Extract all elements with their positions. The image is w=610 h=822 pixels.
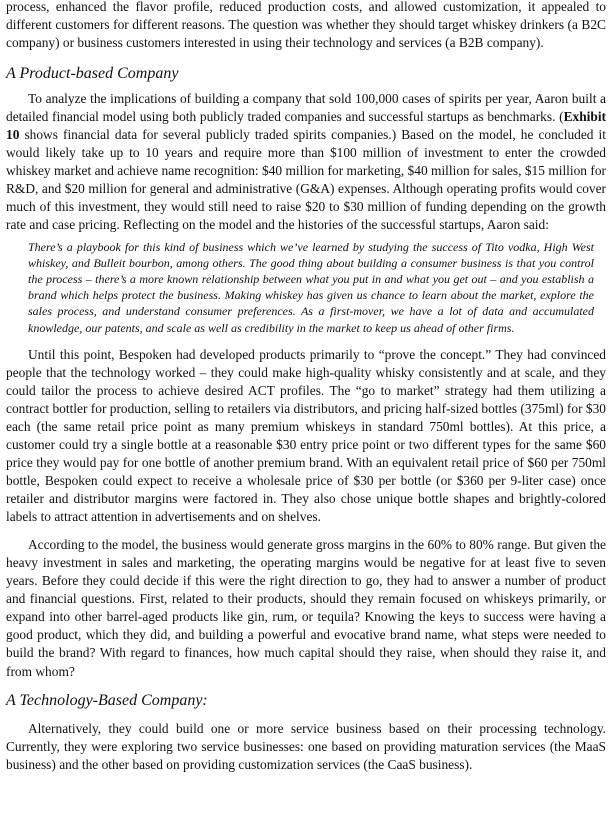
margins-paragraph: According to the model, the business would generate gross margins in the 60% to 80% range. But given the heavy investment in sales and marketing, the operating margins would be negative for at least five to seven years. Before they could decide if this were the right direction to go, they had to answer a number of product and financial questions. First, related to their products, should they remain focused on whiskeys primarily, or expand into other barrel-aged products like gin, rum, or tequila? Knowing the keys to success were having a good product, which they did, and building a powerful and evocative brand name, what steps were needed to build the brand? With regard to finances, how much capital should they raise, when should they raise it, and from whom? xyxy=(6,537,606,679)
go-to-market-paragraph: Until this point, Bespoken had developed products primarily to “prove the concept.” They had convinced people that the technology worked – they could make high-quality whisky consistently and at scale, and they could tailor the process to achieve desired ACT profiles. The “go to market” strategy had them utilizing a contract bottler for production, selling to retailers via distributors, and pricing half-sized bottles (375ml) for $30 each (the same retail price point as many premium whiskeys in standard 750ml bottles). At this price, a customer could try a single bottle at a reasonable $30 entry price point or two different types for the same $60 price they would pay for one bottle of another premium brand. With an equivalent retail price of $60 per 750ml bottle, Bespoken could expect to receive a wholesale price of $30 per bottle (or $360 per 9-liter case) once retailer and distributor margins were factored in. They also chose unique bottle shapes and brightly-colored labels to attract attention in advertisements and on shelves. xyxy=(6,346,606,525)
technology-paragraph: Alternatively, they could build one or more service business based on their processing technology. Currently, they were exploring two service businesses: one based on providing maturation services (the MaaS business) and the other based on providing customization services (the CaaS business). xyxy=(6,720,606,772)
product-analysis-text-a: To analyze the implications of building a company that sold 100,000 cases of spirits per year, Aaron built a detailed financial model using both publicly traded companies and successful startups as benchmarks. ( xyxy=(6,91,606,125)
exhibit-reference: Exhibit 10 xyxy=(6,109,606,143)
intro-paragraph: process, enhanced the flavor profile, reduced production costs, and allowed customization, it appealed to different customers for different reasons. The question was whether they should target whiskey drinkers (a B2C company) or business customers interested in using their technology and services (a B2B company). xyxy=(6,0,606,51)
section-heading-technology: A Technology-Based Company: xyxy=(6,691,208,709)
aaron-quote: There’s a playbook for this kind of business which we’ve learned by studying the success of Tito vodka, High West whiskey, and Bulleit bourbon, among others. The good thing about building a consumer business is that you control the process – there’s a more known relationship between what you put in and what you get out – and you establish a brand which helps protect the business. Making whiskey has given us chance to learn about the market, explore the sales process, and understand consumer preferences. As a first-mover, we have a lot of data and accumulated knowledge, our patents, and scale as well as credibility in the market to keep us ahead of other firms. xyxy=(28,239,594,335)
section-heading-product: A Product-based Company xyxy=(6,65,179,83)
product-analysis-text-b: shows financial data for several publicly traded spirits companies.) Based on the model, he concluded it would likely take up to 10 years and require more than $100 million of investment to enter the crowded whiskey market and achieve name recognition: $40 million for marketing, $40 million for sales, $15 million for R&D, and $20 million for general and administrative (G&A) expenses. Although operating profits would cover much of this investment, they would still need to raise $20 to $30 million of funding depending on the growth rate and case pricing. Reflecting on the model and the histories of the successful startups, Aaron said: xyxy=(6,127,606,233)
product-analysis-paragraph xyxy=(6,90,606,234)
